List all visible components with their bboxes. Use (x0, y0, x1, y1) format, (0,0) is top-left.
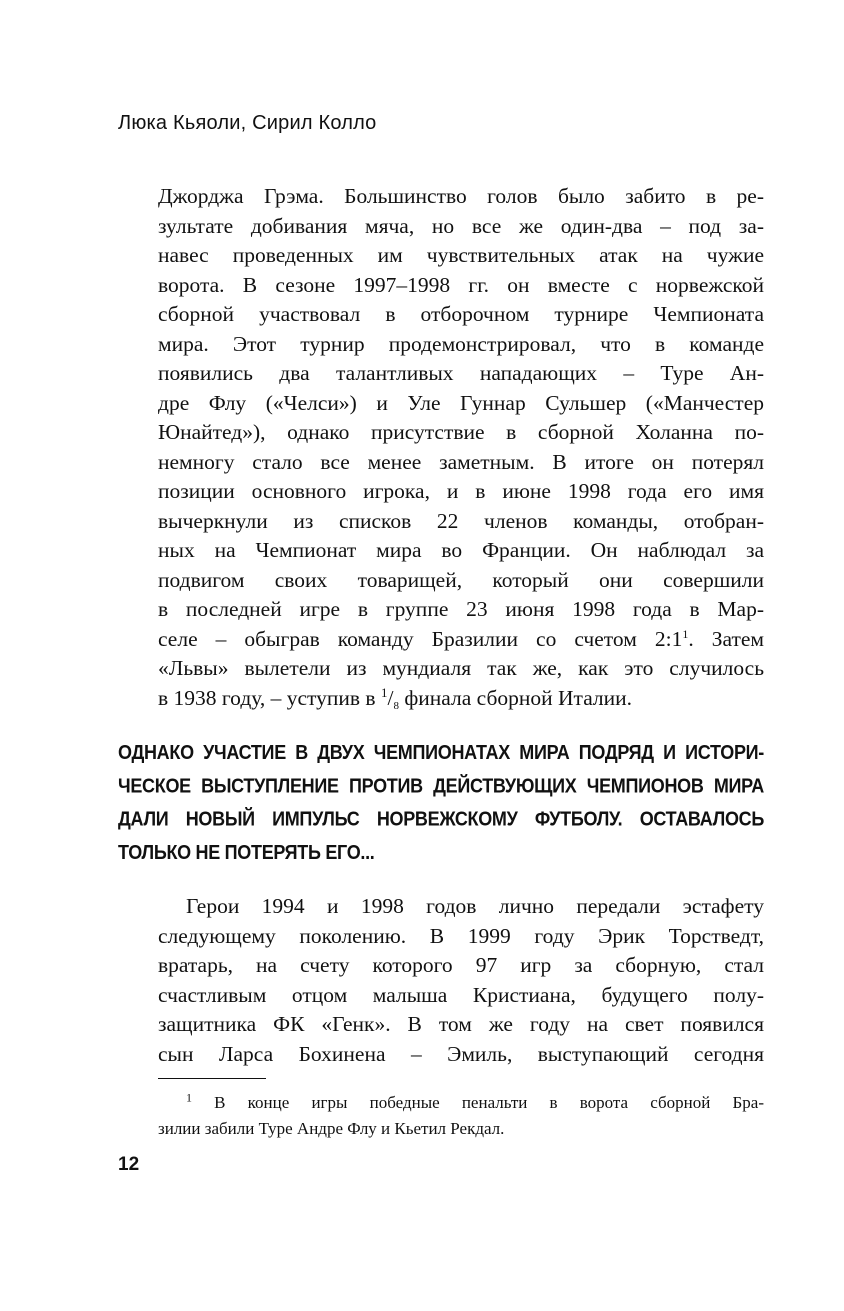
footnote-divider (158, 1078, 266, 1079)
text-line: Джорджа Грэма. Большинство голов было забито в ре- (158, 184, 764, 208)
text-fragment: в 1938 году, – уступив в (158, 685, 381, 710)
pull-quote-line: ОДНАКО УЧАСТИЕ В ДВУХ ЧЕМПИОНАТАХ МИРА ПОДРЯД И ИСТОРИ- (118, 740, 764, 764)
text-line: появились два талантливых нападающих – Туре Ан- (158, 361, 764, 385)
text-line: дре Флу («Челси») и Уле Гуннар Сульшер («Манчестер (158, 390, 764, 415)
text-fragment: финала сборной Италии. (398, 685, 633, 710)
fraction-slash: / (387, 685, 394, 710)
text-line: в последней игре в группе 23 июня 1998 года в Мар- (158, 597, 764, 621)
text-line: Юнайтед»), однако присутствие в сборной Холанна по- (158, 420, 764, 444)
text-line: «Львы» вылетели из мундиаля так же, как это случилось (158, 656, 764, 680)
text-line: сын Ларса Бохинена – Эмиль, выступающий сегодня (158, 1041, 764, 1066)
footnote-text: В конце игры победные пенальти в ворота сборной Бра- (192, 1093, 764, 1112)
text-line: ворота. В сезоне 1997–1998 гг. он вместе с норвежской (158, 272, 764, 297)
running-head: Люка Кьяоли, Сирил Колло (118, 112, 377, 134)
paragraph-2 (158, 892, 764, 1069)
pull-quote-line: ЧЕСКОЕ ВЫСТУПЛЕНИЕ ПРОТИВ ДЕЙСТВУЮЩИХ ЧЕМПИОНОВ МИРА (118, 773, 764, 797)
fraction-numerator: 1 (380, 684, 388, 700)
pull-quote (118, 736, 764, 869)
page-number: 12 (118, 1154, 140, 1175)
fraction-denominator: 8 (393, 699, 399, 712)
text-line: вратарь, на счету которого 97 игр за сборную, стал (158, 953, 764, 977)
text-line: зультате добивания мяча, но все же один-два – под за- (158, 213, 764, 238)
pull-quote-line: ДАЛИ НОВЫЙ ИМПУЛЬС НОРВЕЖСКОМУ ФУТБОЛУ. ОСТАВАЛОСЬ (118, 807, 764, 831)
footnote-marker: 1 (186, 1090, 192, 1105)
text-line: вычеркнули из списков 22 членов команды, отобран- (158, 508, 764, 533)
pull-quote-line: ТОЛЬКО НЕ ПОТЕРЯТЬ ЕГО... (118, 840, 375, 864)
text-line: мира. Этот турнир продемонстрировал, что в команде (158, 331, 764, 356)
text-line: ных на Чемпионат мира во Франции. Он наблюдал за (158, 538, 764, 562)
text-line: позиции основного игрока, и в июне 1998 года его имя (158, 479, 764, 503)
fraction-one-eighth (381, 686, 399, 710)
text-fragment: селе – обыграв команду Бразилии со счетом 2:1 (158, 626, 683, 651)
text-line: немногу стало все менее заметным. В итоге он потерял (158, 449, 764, 474)
footnote-line (158, 1090, 764, 1116)
text-fragment: . Затем (688, 626, 765, 651)
text-line: следующему поколению. В 1999 году Эрик Торстведт, (158, 923, 764, 948)
text-line: навес проведенных им чувствительных атак на чужие (158, 243, 764, 267)
text-line: подвигом своих товарищей, который они совершили (158, 567, 764, 592)
footnote-line: зилии забили Туре Андре Флу и Кьетил Рекдал. (158, 1119, 505, 1138)
footnote (158, 1090, 764, 1142)
text-line (158, 625, 764, 655)
text-line: сборной участвовал в отборочном турнире Чемпионата (158, 302, 764, 326)
text-line: счастливым отцом малыша Кристиана, будущего полу- (158, 982, 764, 1007)
paragraph-1 (158, 182, 764, 713)
footnote-reference[interactable]: 1 (682, 626, 689, 641)
text-line: защитника ФК «Генк». В том же году на свет появился (158, 1012, 764, 1036)
text-line (158, 684, 764, 714)
text-line: Герои 1994 и 1998 годов лично передали эстафету (186, 894, 764, 918)
